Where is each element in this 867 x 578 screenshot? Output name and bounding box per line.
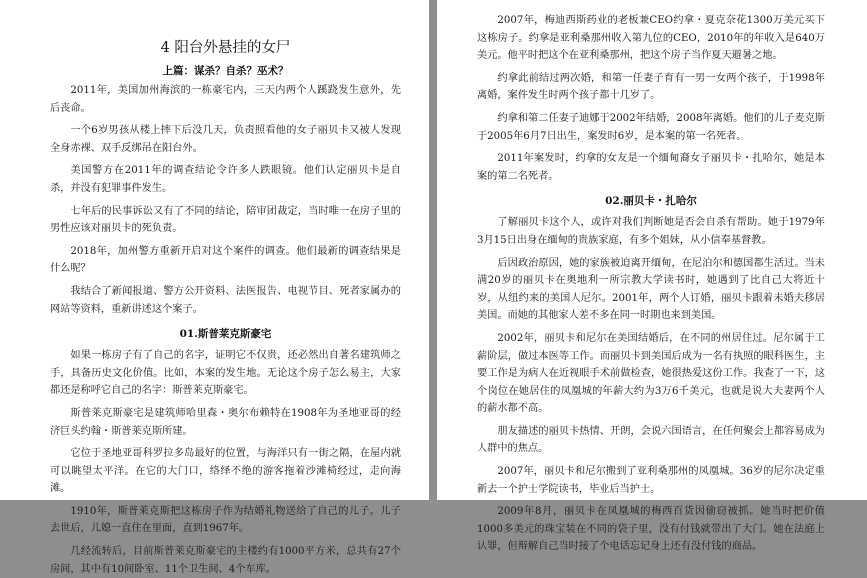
paragraph: 1910年，斯普莱克斯把这栋房子作为结婚礼物送给了自己的儿子。儿子去世后，儿媳一直住在里面，直到1967年。 (50, 505, 401, 535)
paragraph: 2009年8月，丽贝卡在凤凰城的梅西百货因偷窃被抓。她当时把价值1000多美元的珠宝装在不同的袋子里，没有付钱就带出了大门。她在法庭上认罪，但辩解自己当时接了个电话忘记身上还有没付钱的商品。 (477, 506, 825, 553)
paragraph: 美国警方在2011年的调查结论令许多人跌眼镜。他们认定丽贝卡是自杀，并没有犯罪事件发生。 (50, 165, 401, 194)
paragraph: 后因政治原因，她的家族被迫离开缅甸，在尼泊尔和德国都生活过。当未满20岁的丽贝卡在奥地利一所宗教大学读书时，她遇到了比自己大将近十岁，从纽约来的美国人尼尔。2001年，两个人订婚，丽贝卡跟着未婚夫移居美国。而她的其他家人差不多在同一时期也来到美国。 (477, 257, 825, 322)
paragraph: 2011年，美国加州海滨的一栋豪宅内，三天内两个人蹊跷发生意外，先后丧命。 (50, 85, 401, 114)
paragraph: 2007年，梅迪西斯药业的老板兼CEO约拿・夏克奈花1300万美元买下这栋房子。约拿是亚利桑那州收入第九位的CEO，2010年的年收入是640万美元。他平时把这个在亚利桑那州，把这个房子当作夏天避暑之地。 (477, 15, 825, 62)
paragraph: 它位于圣地亚哥科罗拉多岛最好的位置，与海洋只有一街之隔，在屋内就可以眺望太平洋。在它的大门口，络绎不绝的游客拖着沙滩椅经过，走向海滩。 (50, 448, 401, 495)
paragraph: 几经流转后，目前斯普莱克斯豪宅的主楼约有1000平方米，总共有27个房间，其中有10间卧室、11个卫生间、4个车库。 (50, 546, 401, 575)
paragraph: 如果一栋房子有了自己的名字，证明它不仅贵，还必然出自著名建筑师之手，具备历史文化价值。比如，本案的发生地。无论这个房子怎么易主，大家都还是称呼它自己的名字：斯普莱克斯豪宅。 (50, 350, 401, 397)
paragraph: 2011年案发时，约拿的女友是一个缅甸裔女子丽贝卡・扎哈尔，她是本案的第二名死者。 (477, 153, 825, 182)
chapter-subtitle: 上篇：谋杀？自杀？巫术？ (162, 65, 289, 77)
paragraph: 一个6岁男孩从楼上摔下后没几天，负责照看他的女子丽贝卡又被人发现全身赤裸、双手反绑吊在阳台外。 (50, 125, 401, 154)
paragraph: 朋友描述的丽贝卡热情、开朗，会说六国语言，在任何聚会上都容易成为人群中的焦点。 (477, 425, 825, 455)
paragraph: 了解丽贝卡这个人，或许对我们判断她是否会自杀有帮助。她于1979年3月15日出身在缅甸的贵族家庭，有多个姐妹，从小信奉基督教。 (477, 217, 825, 246)
paragraph: 斯普莱克斯豪宅是建筑师哈里森・奥尔布赖特在1908年为圣地亚哥的经济巨头约翰・斯普莱克斯所建。 (50, 407, 401, 437)
paragraph: 约拿此前结过两次婚，和第一任妻子育有一男一女两个孩子，于1998年离婚，案件发生时两个孩子都十几岁了。 (477, 72, 825, 102)
section-heading: 01.斯普莱克斯豪宅 (179, 328, 272, 341)
left-page (0, 0, 429, 575)
paragraph: 2018年，加州警方重新开启对这个案件的调查。他们最新的调查结果是什么呢？ (50, 245, 401, 275)
paragraph: 七年后的民事诉讼又有了不同的结论，陪审团裁定，当时唯一在房子里的男性应该对丽贝卡的死负责。 (50, 205, 401, 235)
paragraph: 我结合了新闻报道、警方公开资料、法医报告、电视节目、死者家属办的网站等资料，重新讲述这个案子。 (50, 285, 401, 315)
paragraph: 约拿和第二任妻子迪娜于2002年结婚，2008年离婚。他们的儿子麦克斯于2005年6月7日出生，案发时6岁，是本案的第一名死者。 (477, 112, 825, 142)
chapter-title: 4 阳台外悬挂的女尸 (160, 40, 291, 56)
section-heading: 02.丽贝卡・扎哈尔 (605, 195, 697, 208)
paragraph: 2007年，丽贝卡和尼尔搬到了亚利桑那州的凤凰城。36岁的尼尔决定重新去一个护士学院读书，毕业后当护士。 (477, 466, 825, 495)
paragraph: 2002年，丽贝卡和尼尔在美国结婚后，在不同的州居住过。尼尔属于工薪阶层，做过本医等工作。而丽贝卡到美国后成为一名有执照的眼科医生，主要工作是为病人在近视眼手术前做检查，她很热爱这份工作。我查了一下，这个岗位在她居住的凤凰城的年薪大约为3万6千美元，也就是说大夫妻两个人的薪水都不高。 (477, 332, 825, 415)
right-page (437, 0, 867, 553)
